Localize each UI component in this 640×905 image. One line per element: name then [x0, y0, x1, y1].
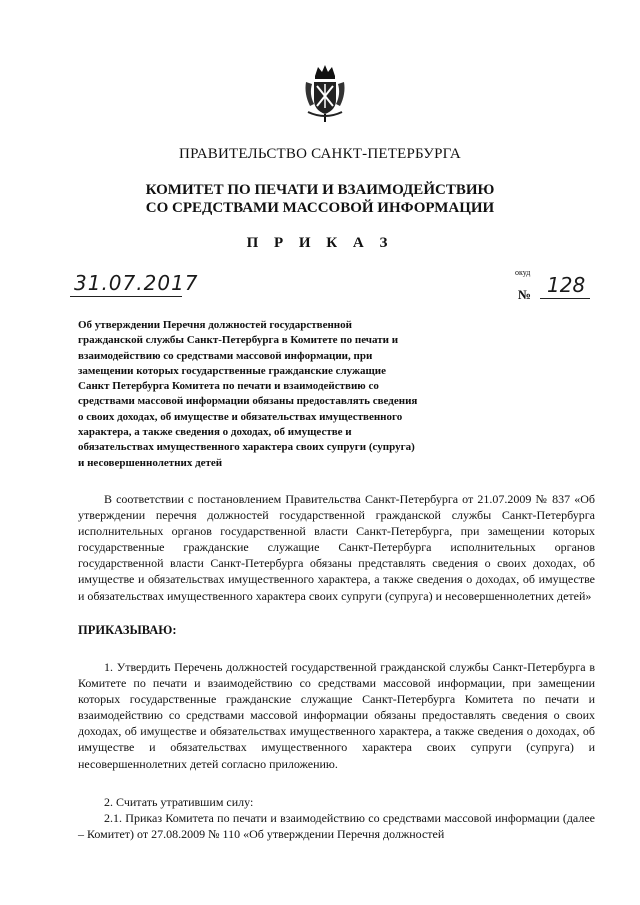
date-underline	[70, 296, 182, 297]
committee-name-line1: КОМИТЕТ ПО ПЕЧАТИ И ВЗАИМОДЕЙСТВИЮ	[145, 182, 495, 198]
government-title: ПРАВИТЕЛЬСТВО САНКТ-ПЕТЕРБУРГА	[179, 146, 461, 162]
number-underline	[540, 298, 590, 299]
preamble-paragraph: В соответствии с постановлением Правительства Санкт-Петербурга от 21.07.2009 № 837 «Об утверждении перечня должностей государственной гражданской службы Санкт-Петербурга исполнительных органов государственной власти Санкт-Петербурга, при замещении которых государственные гражданские служащие Санкт-Петербурга исполнительных органов государственной власти Санкт-Петербурга обязаны представлять сведения о своих доходах, об имуществе и обязательствах имущественного характера, а также сведения о доходах, об имуществе и обязательствах имущественного характера своих супруги (супруга) и несовершеннолетних детей»	[78, 492, 595, 603]
coat-of-arms-icon	[302, 62, 348, 124]
document-type: П Р И К А З	[246, 235, 394, 251]
item-1-paragraph: 1. Утвердить Перечень должностей государственной гражданской службы Санкт-Петербурга в Комитете по печати и взаимодействию со средствами массовой информации, при замещении которых государственные гражданские служащие Санкт-Петербурга Комитета по печати и взаимодействию со средствами массовой информации обязаны предоставлять сведения о своих доходах, об имуществе и обязательствах имущественного характера, а также сведения о доходах, об имуществе и обязательствах имущественного характера своих супруги (супруга) и несовершеннолетних детей согласно приложению.	[78, 660, 595, 771]
okud-label: окуд	[515, 268, 531, 277]
handwritten-date: 31.07.2017	[74, 271, 199, 295]
order-directive: ПРИКАЗЫВАЮ:	[78, 623, 177, 637]
item-2-1-paragraph: 2.1. Приказ Комитета по печати и взаимодействию со средствами массовой информации (далее – Комитет) от 27.08.2009 № 110 «Об утверждении Перечня должностей	[78, 811, 595, 842]
committee-name	[0, 181, 640, 217]
handwritten-number: 128	[547, 273, 586, 297]
committee-name-line2: СО СРЕДСТВАМИ МАССОВОЙ ИНФОРМАЦИИ	[145, 200, 495, 216]
order-subject: Об утверждении Перечня должностей государственной гражданской службы Санкт-Петербурга в Комитете по печати и взаимодействию со средствами массовой информации, при замещении которых государственные гражданские служащие Санкт Петербурга Комитета по печати и взаимодействию со средствами массовой информации обязаны предоставлять сведения о своих доходах, об имуществе и обязательствах имущественного характера, а также сведения о доходах, об имуществе и обязательствах имущественного характера своих супруги (супруга) и несовершеннолетних детей	[78, 319, 418, 469]
number-sign: №	[518, 287, 532, 302]
item-2-paragraph: 2. Считать утратившим силу:	[104, 795, 254, 809]
